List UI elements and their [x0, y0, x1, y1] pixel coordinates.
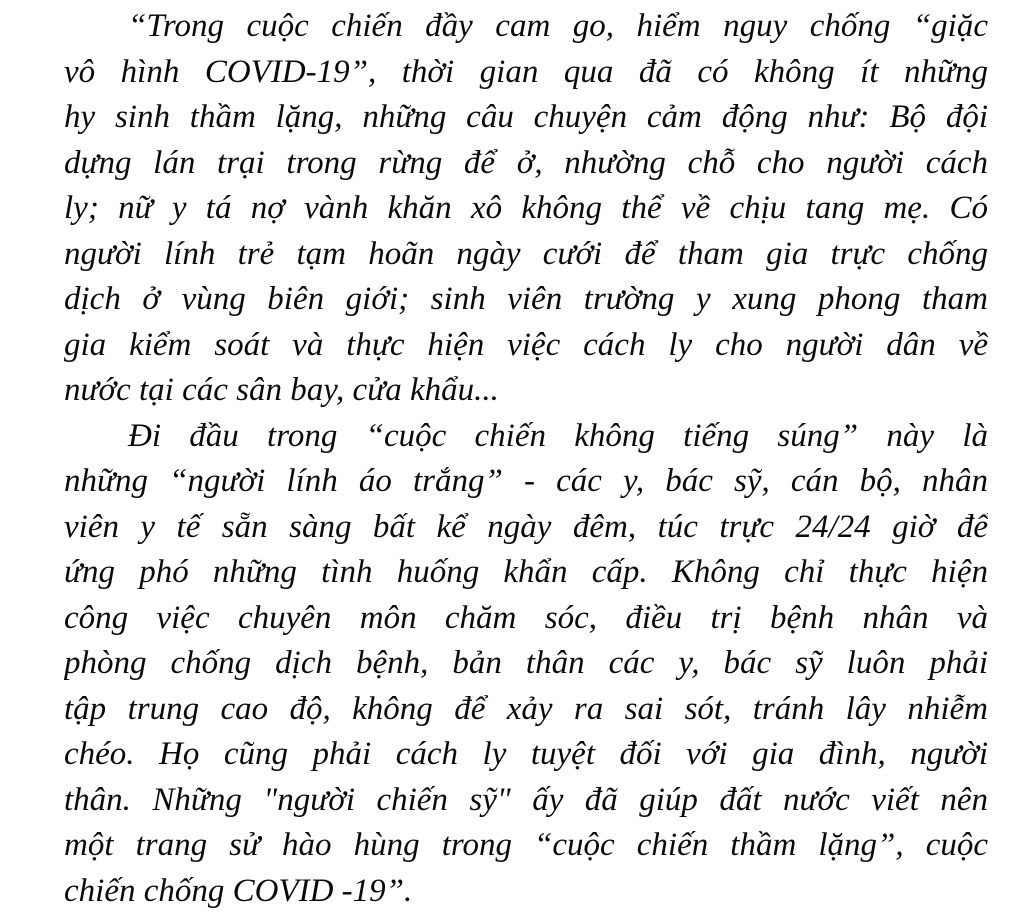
text-line: dịch ở vùng biên giới; sinh viên trường y xung phong tham	[64, 281, 988, 317]
text-line: tập trung cao độ, không để xảy ra sai sót, tránh lây nhiễm	[64, 690, 988, 727]
text-line: phòng chống dịch bệnh, bản thân các y, bác sỹ luôn phải	[64, 645, 988, 681]
text-line: một trang sử hào hùng trong “cuộc chiến thầm lặng”, cuộc	[64, 827, 988, 863]
text-line: ly; nữ y tá nợ vành khăn xô không thể về chịu tang mẹ. Có	[64, 190, 988, 226]
text-line: gia kiểm soát và thực hiện việc cách ly cho người dân về	[64, 326, 988, 363]
text-line: viên y tế sẵn sàng bất kể ngày đêm, túc trực 24/24 giờ để	[64, 508, 988, 545]
text-line: những “người lính áo trắng” - các y, bác sỹ, cán bộ, nhân	[64, 463, 988, 499]
text-line: dựng lán trại trong rừng để ở, nhường chỗ cho người cách	[64, 144, 988, 181]
text-line: ứng phó những tình huống khẩn cấp. Không chỉ thực hiện	[64, 554, 988, 590]
paragraph	[64, 4, 988, 414]
text-line: thân. Những "người chiến sỹ" ấy đã giúp đất nước viết nên	[64, 781, 988, 818]
text-line: “Trong cuộc chiến đầy cam go, hiểm nguy chống “giặc	[128, 8, 988, 44]
paragraph	[64, 414, 988, 912]
text-line: Đi đầu trong “cuộc chiến không tiếng súng” này là	[128, 417, 988, 454]
text-line: công việc chuyên môn chăm sóc, điều trị bệnh nhân và	[64, 599, 988, 636]
text-line: vô hình COVID-19”, thời gian qua đã có không ít những	[64, 53, 988, 90]
document-text	[64, 4, 988, 912]
text-line: người lính trẻ tạm hoãn ngày cưới để tham gia trực chống	[64, 235, 988, 272]
text-line: chiến chống COVID -19”.	[64, 872, 413, 909]
text-line: nước tại các sân bay, cửa khẩu...	[64, 372, 499, 408]
text-line: chéo. Họ cũng phải cách ly tuyệt đối với gia đình, người	[64, 736, 988, 772]
text-line: hy sinh thầm lặng, những câu chuyện cảm động như: Bộ đội	[64, 99, 988, 135]
